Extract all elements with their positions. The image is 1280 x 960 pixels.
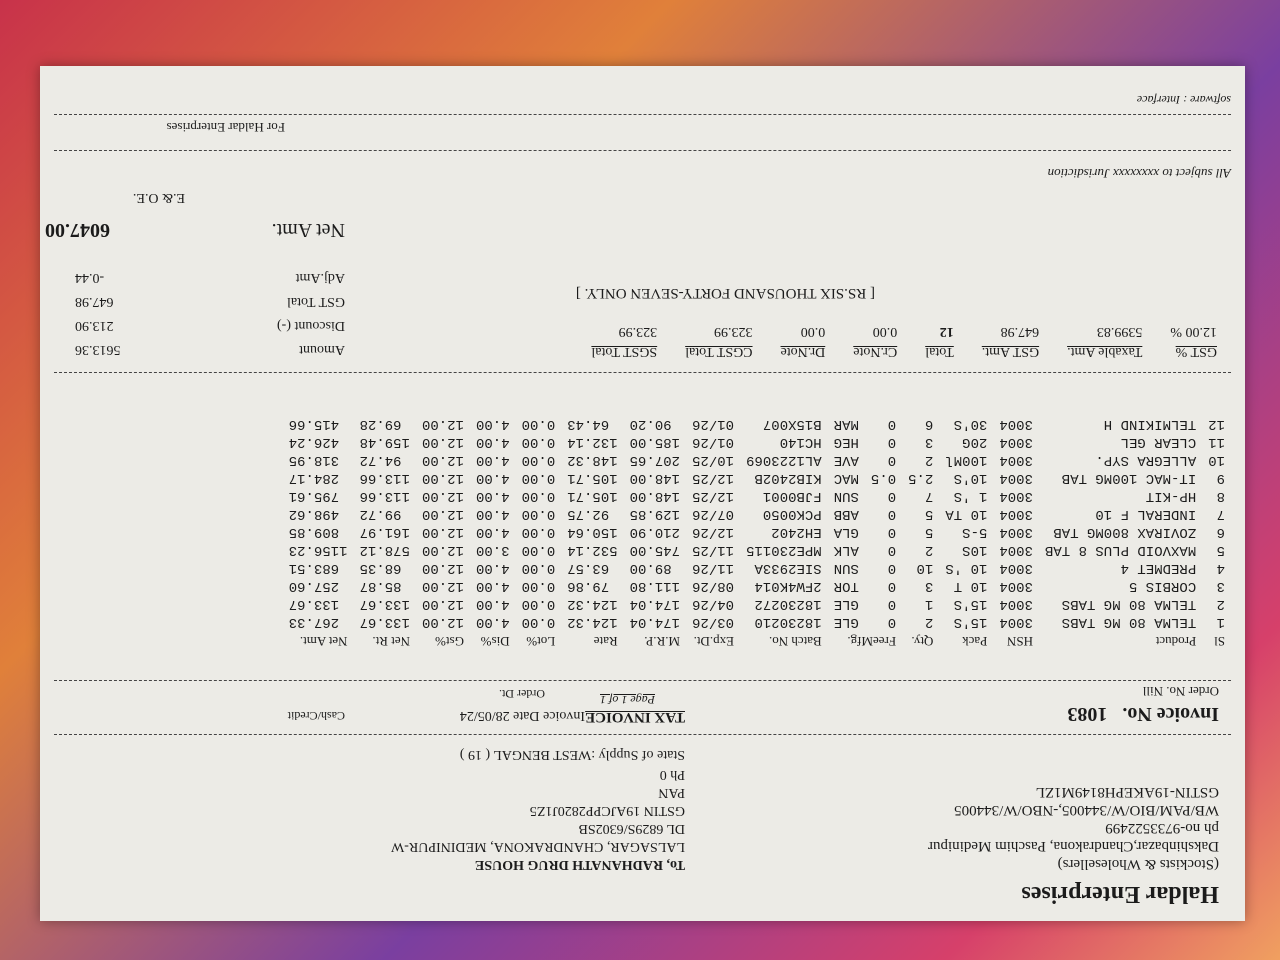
table-cell: 1 'S (953, 488, 988, 504)
table-cell: 12.00 (421, 578, 464, 594)
firm-tagline: (Stockists & Wholesellers) (1057, 856, 1219, 872)
adj-amt-label: Adj.Amt (295, 270, 345, 285)
table-cell: 10 T (953, 578, 988, 594)
table-cell: 11/25 (692, 542, 735, 558)
items-table (283, 415, 1231, 651)
table-cell: HC140 (779, 434, 822, 450)
table-row (283, 505, 1231, 523)
table-cell: 129.85 (629, 506, 681, 522)
table-cell: 30'S (953, 416, 988, 432)
table-cell: SUN (833, 488, 859, 504)
col-batch: Batch No. (768, 634, 822, 649)
table-cell: 12/25 (692, 488, 735, 504)
table-cell: 3004 (999, 488, 1033, 504)
table-cell: 0 (887, 596, 897, 612)
order-no: Order No. Nill (1142, 684, 1219, 699)
table-row (283, 469, 1231, 487)
table-cell: 0 (887, 434, 897, 450)
table-cell: SIE2933A (754, 560, 822, 576)
table-cell: 111.80 (629, 578, 681, 594)
table-cell: 2 (924, 452, 934, 468)
table-cell: KIB2402B (754, 470, 822, 486)
table-cell: EH2402 (771, 524, 822, 540)
buyer-dl: DL 6829S/6302SB (578, 821, 685, 836)
table-cell: 6 (1216, 524, 1225, 540)
table-cell: 01/26 (692, 416, 735, 432)
invoice-paper (40, 66, 1245, 921)
table-cell: 10 TA (945, 506, 988, 522)
table-cell: 2 (1216, 596, 1225, 612)
table-cell: HP-KIT (1145, 488, 1197, 504)
table-cell: TELMIKIND H (1103, 416, 1197, 432)
table-cell: 5-S (962, 524, 988, 540)
net-amount-value: 6047.00 (45, 219, 110, 241)
software-note: software : Interface (1136, 93, 1231, 107)
table-cell: 12 (1208, 416, 1225, 432)
table-cell: 07/26 (692, 506, 735, 522)
table-cell: AL1223069 (746, 452, 822, 468)
for-firm-signature: For Haldar Enterprises (166, 120, 285, 135)
table-cell: FJB0001 (762, 488, 822, 504)
table-cell: 99.72 (359, 506, 402, 522)
table-row (283, 523, 1231, 541)
table-cell: 3004 (999, 524, 1033, 540)
amount-value: 5613.36 (75, 342, 121, 357)
table-row (283, 559, 1231, 577)
table-row (283, 613, 1231, 631)
table-cell: 174.04 (629, 596, 681, 612)
table-cell: 94.72 (359, 452, 402, 468)
table-cell: 4.00 (475, 452, 510, 468)
table-cell: 0.00 (521, 452, 556, 468)
col-dis: Dis% (480, 634, 510, 649)
table-cell: ALK (833, 542, 859, 558)
table-cell: 185.00 (629, 434, 681, 450)
buyer-address: LALSAGAR, CHANDRAKONA, MEDINIPUR-W (391, 839, 685, 854)
table-cell: 267.33 (288, 614, 340, 630)
summary-col-dr: Dr.Note (780, 344, 826, 359)
table-cell: 0 (887, 542, 897, 558)
table-cell: TELMA 80 MG TABS (1061, 596, 1197, 612)
table-cell: 4.00 (475, 614, 510, 630)
table-cell: 18230272 (754, 596, 822, 612)
table-cell: 133.67 (288, 596, 340, 612)
firm-address: Dakshinbazar,Chandrakona, Paschim Medinipur (928, 838, 1219, 854)
table-cell: 7 (924, 488, 934, 504)
table-cell: 2.5 (908, 470, 934, 486)
table-cell: 79.86 (567, 578, 610, 594)
buyer-name: To, RADHANATH DRUG HOUSE (474, 857, 685, 872)
table-cell: B15X007 (762, 416, 822, 432)
table-cell: 1156.23 (288, 542, 348, 558)
table-cell: 10'S (953, 470, 988, 486)
summary-value-row (577, 321, 1231, 341)
table-cell: 0 (887, 416, 897, 432)
table-cell: 12/26 (692, 524, 735, 540)
firm-gstin: GSTIN-19AKEPH8149M1ZL (1035, 784, 1219, 800)
table-cell: 2 (924, 614, 934, 630)
discount-label: Discount (-) (276, 318, 345, 333)
table-cell: 4.00 (475, 506, 510, 522)
table-cell: 0 (887, 614, 897, 630)
col-rate: Rate (593, 634, 618, 649)
table-cell: 12.00 (421, 560, 464, 576)
table-cell: 745.00 (629, 542, 681, 558)
table-cell: 92.75 (567, 506, 610, 522)
table-cell: 0.00 (521, 524, 556, 540)
summary-col-sgst: SGST Total (591, 344, 658, 359)
table-cell: SUN (833, 560, 859, 576)
table-cell: 809.85 (288, 524, 340, 540)
table-cell: 12.00 (421, 488, 464, 504)
table-cell: CLEAR GEL (1120, 434, 1197, 450)
table-cell: 0 (887, 524, 897, 540)
col-sl: Sl (1214, 634, 1225, 649)
table-cell: 08/26 (692, 578, 735, 594)
net-amount-label: Net Amt. (271, 219, 345, 241)
table-cell: 148.00 (629, 470, 681, 486)
table-cell: 4 (1216, 560, 1225, 576)
summary-cgst: 323.99 (714, 324, 753, 339)
invoice-date: Invoice Date 28/05/24 (459, 708, 585, 723)
page-indicator: Page 1 of 1 (600, 693, 655, 707)
table-cell: 4.00 (475, 488, 510, 504)
table-cell: 133.67 (359, 596, 410, 612)
col-product: Product (1155, 634, 1197, 649)
adj-amt-value: -0.44 (75, 270, 105, 285)
table-cell: MAR (833, 416, 859, 432)
items-header-row (283, 631, 1231, 651)
col-exp: Exp.Dt. (693, 634, 735, 649)
table-cell: 4.00 (475, 434, 510, 450)
summary-header-row (577, 341, 1231, 361)
table-cell: 1 (1216, 614, 1225, 630)
col-qty: Qty. (911, 634, 934, 649)
table-cell: 113.66 (359, 488, 410, 504)
table-cell: 18230210 (754, 614, 822, 630)
table-cell: 0 (887, 488, 897, 504)
table-cell: 0.00 (521, 470, 556, 486)
table-cell: 3 (924, 578, 934, 594)
table-cell: 124.32 (567, 614, 618, 630)
table-cell: 3004 (999, 578, 1033, 594)
table-cell: 1 (924, 596, 934, 612)
table-cell: 69.28 (359, 416, 402, 432)
table-cell: 12.00 (421, 542, 464, 558)
summary-gst-amt: 647.98 (1000, 324, 1040, 339)
table-cell: 113.66 (359, 470, 410, 486)
table-cell: 0 (887, 452, 897, 468)
table-cell: 3004 (999, 470, 1033, 486)
table-cell: 3 (1216, 578, 1225, 594)
table-row (283, 415, 1231, 433)
table-cell: PREDMET 4 (1120, 560, 1197, 576)
table-cell: 3004 (999, 614, 1033, 630)
table-cell: ALLEGRA SYP. (1095, 452, 1197, 468)
table-cell: 0.00 (521, 596, 556, 612)
discount-value: 213.90 (75, 318, 114, 333)
jurisdiction-note: All subject to xxxxxxxx Jurisdiction (1047, 166, 1231, 181)
summary-sgst: 323.99 (618, 324, 658, 339)
table-cell: 498.62 (288, 506, 340, 522)
table-row (283, 595, 1231, 613)
table-cell: 284.17 (288, 470, 340, 486)
table-cell: 415.66 (288, 416, 340, 432)
table-cell: 124.32 (567, 596, 618, 612)
table-cell: GLE (833, 596, 859, 612)
table-row (283, 451, 1231, 469)
table-cell: 10/25 (692, 452, 735, 468)
table-cell: 12.00 (421, 452, 464, 468)
table-cell: MAXVOID PLUS 8 TAB (1044, 542, 1197, 558)
col-net-rt: Net Rt. (372, 634, 410, 649)
table-cell: 3004 (999, 416, 1033, 432)
col-gst: Gst% (435, 634, 464, 649)
table-cell: 12.00 (421, 614, 464, 630)
table-cell: 12.00 (421, 416, 464, 432)
buyer-phone: Ph 0 (659, 767, 685, 782)
table-cell: 4.00 (475, 560, 510, 576)
table-cell: 795.61 (288, 488, 340, 504)
table-cell: 207.65 (629, 452, 681, 468)
table-cell: 2 (924, 542, 934, 558)
table-cell: GLA (833, 524, 859, 540)
table-cell: CORBIS 5 (1128, 578, 1197, 594)
col-free-mfg: FreeMfg. (847, 634, 897, 649)
order-date: Order Dt. (499, 687, 545, 701)
table-cell: AVE (833, 452, 859, 468)
summary-col-cr: Cr.Note (853, 344, 898, 359)
table-cell: 148.32 (567, 452, 618, 468)
table-cell: 90.20 (629, 416, 672, 432)
summary-col-gst: GST % (1175, 344, 1217, 359)
payment-mode: Cash/Credit (287, 709, 345, 723)
table-cell: MPE230115 (746, 542, 822, 558)
table-cell: 12.00 (421, 524, 464, 540)
summary-col-gst-amt: GST Amt. (981, 344, 1040, 359)
table-cell: 01/26 (692, 434, 735, 450)
table-cell: 100Ml (945, 452, 988, 468)
table-cell: 3004 (999, 596, 1033, 612)
table-cell: 133.67 (359, 614, 410, 630)
col-mrp: M.R.P. (644, 634, 681, 649)
firm-license: WB/PAM/BIO/W/344005,-NBO/W/344005 (954, 802, 1219, 818)
table-cell: 0.00 (521, 578, 556, 594)
amount-label: Amount (299, 342, 345, 357)
table-cell: 532.14 (567, 542, 618, 558)
gst-summary-table (577, 321, 1231, 361)
table-cell: 10 (916, 560, 934, 576)
table-cell: 3004 (999, 542, 1033, 558)
table-cell: 0.00 (521, 560, 556, 576)
table-cell: 210.90 (629, 524, 681, 540)
summary-dr: 0.00 (800, 324, 826, 339)
summary-col-taxable: Taxable Amt. (1067, 344, 1143, 359)
table-cell: 148.00 (629, 488, 681, 504)
summary-total: 12 (939, 324, 954, 339)
table-cell: 12.00 (421, 470, 464, 486)
table-cell: 4.00 (475, 596, 510, 612)
col-hsn: HSN (1006, 634, 1033, 649)
table-cell: 12/25 (692, 470, 735, 486)
net-amount (45, 218, 345, 241)
table-cell: 683.51 (288, 560, 340, 576)
table-cell: 64.43 (567, 416, 610, 432)
table-cell: 63.57 (567, 560, 610, 576)
gst-total-value: 647.98 (75, 294, 114, 309)
table-cell: PCK0050 (762, 506, 822, 522)
table-cell: 105.71 (567, 470, 618, 486)
table-cell: 4.00 (475, 470, 510, 486)
table-cell: HEG (833, 434, 859, 450)
table-cell: 4.00 (475, 578, 510, 594)
table-cell: 0 (887, 506, 897, 522)
table-cell: 89.00 (629, 560, 672, 576)
totals-block (75, 265, 345, 361)
table-cell: TELMA 80 MG TABS (1061, 614, 1197, 630)
table-cell: 2FW4K014 (754, 578, 822, 594)
table-cell: 318.95 (288, 452, 340, 468)
table-cell: 0 (887, 578, 897, 594)
table-cell: 0.00 (521, 542, 556, 558)
table-row (283, 487, 1231, 505)
table-cell: 3004 (999, 560, 1033, 576)
table-cell: 12.00 (421, 506, 464, 522)
summary-gst: 12.00 % (1170, 324, 1217, 339)
table-cell: 150.64 (567, 524, 618, 540)
table-cell: 0.00 (521, 434, 556, 450)
firm-name: Haldar Enterprises (1021, 881, 1219, 907)
eoe-note: E.& O.E. (132, 190, 185, 205)
table-row (283, 577, 1231, 595)
table-cell: 04/26 (692, 596, 735, 612)
col-net-amt: Net Amt. (299, 634, 348, 649)
table-cell: MAC (833, 470, 859, 486)
table-cell: 3004 (999, 452, 1033, 468)
table-cell: 20G (962, 434, 988, 450)
table-cell: 3004 (999, 434, 1033, 450)
summary-cr: 0.00 (872, 324, 898, 339)
table-cell: 8 (1216, 488, 1225, 504)
table-cell: 4.00 (475, 416, 510, 432)
table-cell: 3.00 (475, 542, 510, 558)
table-cell: 0.00 (521, 416, 556, 432)
table-cell: 4.00 (475, 524, 510, 540)
gst-total-label: GST Total (286, 294, 345, 309)
table-cell: 0.00 (521, 506, 556, 522)
table-cell: 10S (962, 542, 988, 558)
table-cell: 6 (924, 416, 934, 432)
table-cell: 11 (1208, 434, 1225, 450)
table-cell: 15'S (953, 614, 988, 630)
table-cell: INDERAL F 10 (1095, 506, 1197, 522)
table-cell: 0 (887, 560, 897, 576)
summary-taxable: 5399.83 (1096, 324, 1143, 339)
invoice-number: Invoice No. 1083 (1067, 703, 1219, 725)
table-cell: ZOVIRAX 800MG TAB (1053, 524, 1197, 540)
firm-phone: ph no-9733522499 (1105, 820, 1219, 836)
table-row (283, 541, 1231, 559)
table-cell: 85.87 (359, 578, 402, 594)
table-cell: 11/26 (692, 560, 735, 576)
table-cell: 9 (1216, 470, 1225, 486)
table-cell: 5 (924, 524, 934, 540)
table-cell: 3004 (999, 506, 1033, 522)
table-cell: 10 (1208, 452, 1225, 468)
table-cell: 15'S (953, 596, 988, 612)
table-cell: 132.14 (567, 434, 618, 450)
buyer-gstin: GSTIN 19AJCPP2820J1Z5 (529, 803, 685, 818)
table-row (283, 433, 1231, 451)
state-of-supply: State of Supply :WEST BENGAL ( 19 ) (459, 747, 685, 762)
table-cell: 161.97 (359, 524, 410, 540)
table-cell: 5 (924, 506, 934, 522)
summary-col-cgst: CGST Total (685, 344, 753, 359)
table-cell: 12.00 (421, 434, 464, 450)
col-lot: Lot% (526, 634, 556, 649)
table-cell: 159.48 (359, 434, 410, 450)
table-cell: 0.00 (521, 488, 556, 504)
table-cell: 257.60 (288, 578, 340, 594)
table-cell: 03/26 (692, 614, 735, 630)
table-cell: 7 (1216, 506, 1225, 522)
table-cell: 0.5 (870, 470, 897, 486)
table-cell: 105.71 (567, 488, 618, 504)
table-cell: TOR (833, 578, 859, 594)
table-cell: 10 'S (945, 560, 988, 576)
table-cell: 578.12 (359, 542, 410, 558)
table-cell: 0.00 (521, 614, 556, 630)
table-cell: 68.35 (359, 560, 402, 576)
table-cell: 5 (1216, 542, 1225, 558)
buyer-pan: PAN (658, 785, 685, 800)
amount-in-words: [ RS.SIX THOUSAND FORTY-SEVEN ONLY. ] (575, 285, 875, 301)
table-cell: 426.24 (288, 434, 340, 450)
table-cell: 174.04 (629, 614, 681, 630)
table-cell: 12.00 (421, 596, 464, 612)
summary-col-total: Total (925, 344, 954, 359)
table-cell: IT-MAC 100MG TAB (1061, 470, 1197, 486)
table-cell: GLE (833, 614, 859, 630)
table-cell: 3 (924, 434, 934, 450)
table-cell: ABB (833, 506, 859, 522)
col-pack: Pack (962, 634, 988, 649)
invoice-title: TAX INVOICE (585, 709, 685, 725)
